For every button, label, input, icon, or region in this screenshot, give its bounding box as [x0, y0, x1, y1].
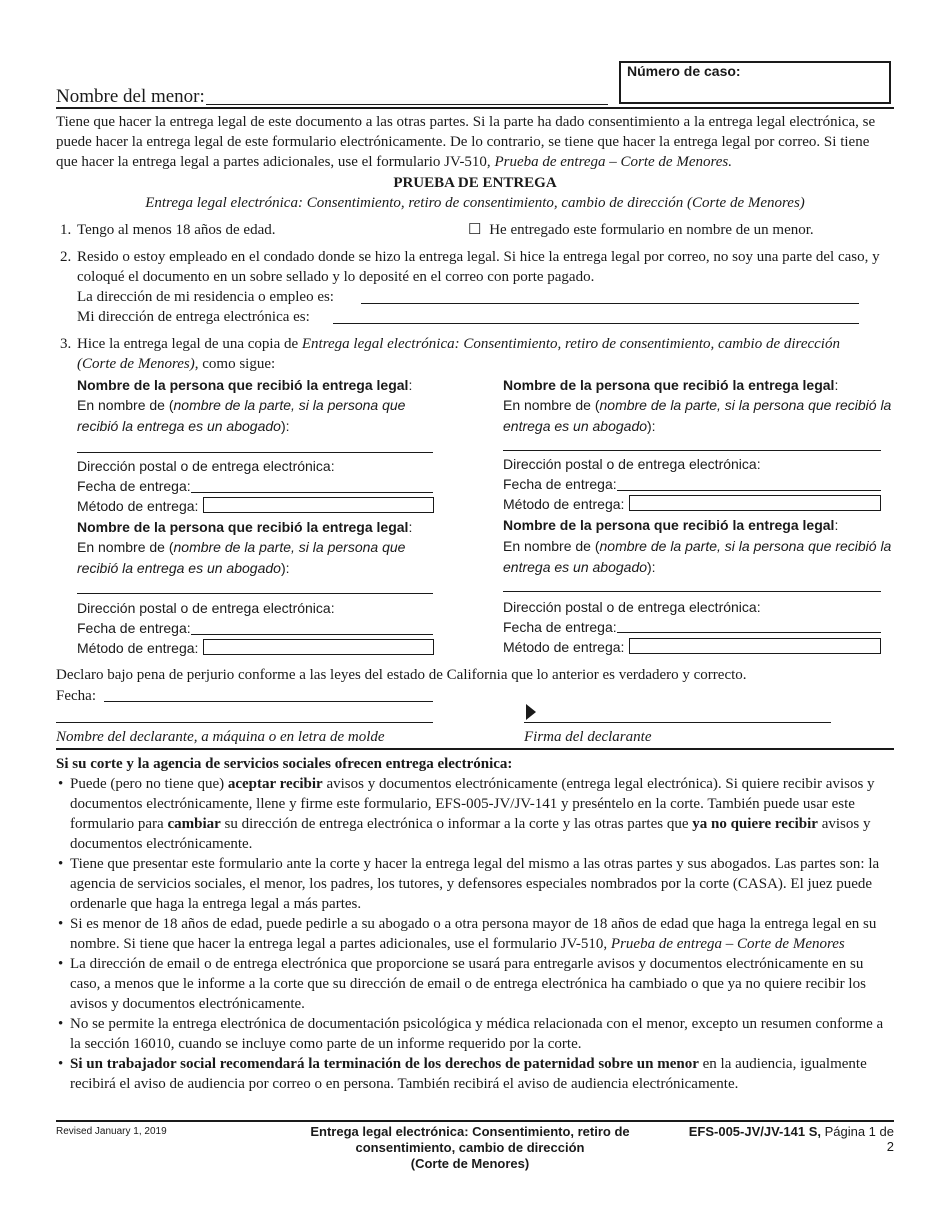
- form-title: PRUEBA DE ENTREGA: [393, 175, 557, 191]
- residence-field[interactable]: [361, 303, 859, 304]
- recipient-4-address-label: Dirección postal o de entrega electrónica:: [503, 599, 761, 615]
- recipient-3-name-label: Nombre de la persona que recibió la entrega legal:: [77, 519, 413, 535]
- recipient-4-name-field[interactable]: [503, 591, 881, 592]
- recipient-1-name-field[interactable]: [77, 452, 433, 453]
- recipient-1-address-label: Dirección postal o de entrega electrónica:: [77, 458, 335, 474]
- case-number-label: Número de caso:: [627, 63, 741, 79]
- info-list: [56, 774, 894, 1094]
- recipient-3-method-field[interactable]: [203, 639, 434, 655]
- recipient-4-date-field[interactable]: [617, 632, 881, 633]
- recipient-1-method-field[interactable]: [203, 497, 434, 513]
- intro-text: Tiene que hacer la entrega legal de este documento a las otras partes. Si la parte ha dado consentimiento a la entrega legal electrónica, se puede hacer la entrega legal de este formulario electrónicamente. De lo contrario, se tiene que hacer la entrega legal por correo. Si tiene que hacer la entrega legal a partes adicionales, use el formulario JV-510, Prueba de entrega – Corte de Menores.: [56, 114, 876, 170]
- recipient-4-method-field[interactable]: [629, 638, 881, 654]
- case-number-box[interactable]: [619, 61, 891, 104]
- declaration-date-label: Fecha:: [56, 688, 96, 704]
- list-item: • No se permite la entrega electrónica de documentación psicológica y médica relacionada con el menor, excepto un resumen conforme a la sección 16010, cuando se incluye como parte de un informe requerido por la corte.: [56, 1014, 894, 1054]
- recipient-2-date-field[interactable]: [617, 490, 881, 491]
- email-address-label: Mi dirección de entrega electrónica es:: [77, 309, 310, 325]
- recipient-3-date-label: Fecha de entrega:: [77, 620, 191, 636]
- recipient-1-name-label: Nombre de la persona que recibió la entrega legal:: [77, 377, 413, 393]
- list-item: • Si un trabajador social recomendará la terminación de los derechos de paternidad sobre un menor en la audiencia, igualmente recibirá el aviso de audiencia por correo o en persona. También recibirá el aviso de audiencia electrónicamente.: [56, 1054, 894, 1094]
- signer-name-label: Nombre del declarante, a máquina o en letra de molde: [56, 729, 385, 745]
- list-item: • Puede (pero no tiene que) aceptar recibir avisos y documentos electrónicamente (entrega legal electrónica). Si quiere recibir avisos y documentos electrónicamente, llene y firme este formulario, EFS-005-JV/JV-141 y preséntelo en la corte. También puede usar este formulario para cambiar su dirección de entrega electrónica o informar a la corte y las otras partes que ya no quiere recibir avisos y documentos electrónicamente.: [56, 774, 894, 854]
- recipient-2-name-label: Nombre de la persona que recibió la entrega legal:: [503, 377, 839, 393]
- recipient-4-name-label: Nombre de la persona que recibió la entrega legal:: [503, 517, 839, 533]
- header-divider: [56, 107, 894, 109]
- item2-text: Resido o estoy empleado en el condado donde se hizo la entrega legal. Si hice la entrega legal por correo, no soy una parte del caso, y coloqué el documento en un sobre sellado y lo deposité en el correo con porte pagado.: [77, 249, 880, 285]
- email-address-field[interactable]: [333, 323, 859, 324]
- recipient-4-method-label: Método de entrega:: [503, 639, 625, 655]
- minor-name-label: Nombre del menor:: [56, 86, 205, 107]
- footer-divider: [56, 1120, 894, 1122]
- recipient-1-method-label: Método de entrega:: [77, 498, 199, 514]
- recipient-2-name-field[interactable]: [503, 450, 881, 451]
- signature-arrow-icon: [526, 704, 536, 720]
- info-heading: Si su corte y la agencia de servicios sociales ofrecen entrega electrónica:: [56, 756, 513, 772]
- minor-behalf-checkbox[interactable]: [468, 220, 814, 240]
- list-item: • Si es menor de 18 años de edad, puede pedirle a su abogado o a otra persona mayor de 18 años de edad que haga la entrega legal en su nombre. Si tiene que hacer la entrega legal a partes adicionales, use el formulario JV-510, Prueba de entrega – Corte de Menores: [56, 914, 894, 954]
- minor-name-field[interactable]: [206, 104, 608, 105]
- recipient-2-method-label: Método de entrega:: [503, 496, 625, 512]
- form-id-page: EFS-005-JV/JV-141 S, Página 1 de 2: [688, 1124, 894, 1154]
- recipient-3-behalf-label: En nombre de (nombre de la parte, si la persona que recibió la entrega es un abogado):: [77, 539, 406, 576]
- minor-behalf-label: He entregado este formulario en nombre de un menor.: [489, 222, 814, 238]
- recipient-3-date-field[interactable]: [191, 634, 433, 635]
- item2-number: 2.: [60, 249, 72, 265]
- recipient-1-date-field[interactable]: [191, 492, 433, 493]
- recipient-2-address-label: Dirección postal o de entrega electrónica:: [503, 456, 761, 472]
- signature-field[interactable]: [524, 722, 831, 723]
- recipient-3-address-label: Dirección postal o de entrega electrónica:: [77, 600, 335, 616]
- signature-label: Firma del declarante: [524, 729, 652, 745]
- recipient-4-behalf-label: En nombre de (nombre de la parte, si la persona que recibió la entrega es un abogado):: [503, 538, 892, 575]
- item3-number: 3.: [60, 336, 72, 352]
- revised-date: Revised January 1, 2019: [56, 1126, 167, 1137]
- footer-title: Entrega legal electrónica: Consentimiento, retiro de consentimiento, cambio de dirección (Corte de Menores): [310, 1124, 630, 1171]
- list-item: • La dirección de email o de entrega electrónica que proporcione se usará para entregarle avisos y documentos electrónicamente en su caso, a menos que le informe a la corte que su dirección de email o de entrega electrónica ha cambiado o que ya no quiere recibir los avisos y documentos electrónicamente.: [56, 954, 894, 1014]
- perjury-declaration: Declaro bajo pena de perjurio conforme a las leyes del estado de California que lo anterior es verdadero y correcto.: [56, 667, 747, 683]
- recipient-1-behalf-label: En nombre de (nombre de la parte, si la persona que recibió la entrega es un abogado):: [77, 397, 406, 434]
- item1-text: Tengo al menos 18 años de edad.: [77, 222, 276, 238]
- item3-text: Hice la entrega legal de una copia de Entrega legal electrónica: Consentimiento, retiro de consentimiento, cambio de dirección (Corte de Menores), como sigue:: [77, 336, 840, 372]
- recipient-4-date-label: Fecha de entrega:: [503, 619, 617, 635]
- recipient-3-method-label: Método de entrega:: [77, 640, 199, 656]
- declaration-date-field[interactable]: [104, 701, 433, 702]
- list-item: • Tiene que presentar este formulario ante la corte y hacer la entrega legal del mismo a las otras partes y sus abogados. Las partes son: la agencia de servicios sociales, el menor, los padres, los tutores, y defensores especiales nombrados por la corte (CASA). El juez puede ordenarle que haga la entrega legal a más partes.: [56, 854, 894, 914]
- recipient-2-date-label: Fecha de entrega:: [503, 476, 617, 492]
- checkbox-icon[interactable]: ☐: [468, 222, 482, 238]
- info-divider: [56, 748, 894, 750]
- signer-name-field[interactable]: [56, 722, 433, 723]
- form-subtitle: Entrega legal electrónica: Consentimiento, retiro de consentimiento, cambio de dirección (Corte de Menores): [145, 195, 805, 211]
- recipient-2-behalf-label: En nombre de (nombre de la parte, si la persona que recibió la entrega es un abogado):: [503, 397, 892, 434]
- recipient-2-method-field[interactable]: [629, 495, 881, 511]
- recipient-1-date-label: Fecha de entrega:: [77, 478, 191, 494]
- item1-number: 1.: [60, 222, 72, 238]
- residence-label: La dirección de mi residencia o empleo es:: [77, 289, 334, 305]
- recipient-3-name-field[interactable]: [77, 593, 433, 594]
